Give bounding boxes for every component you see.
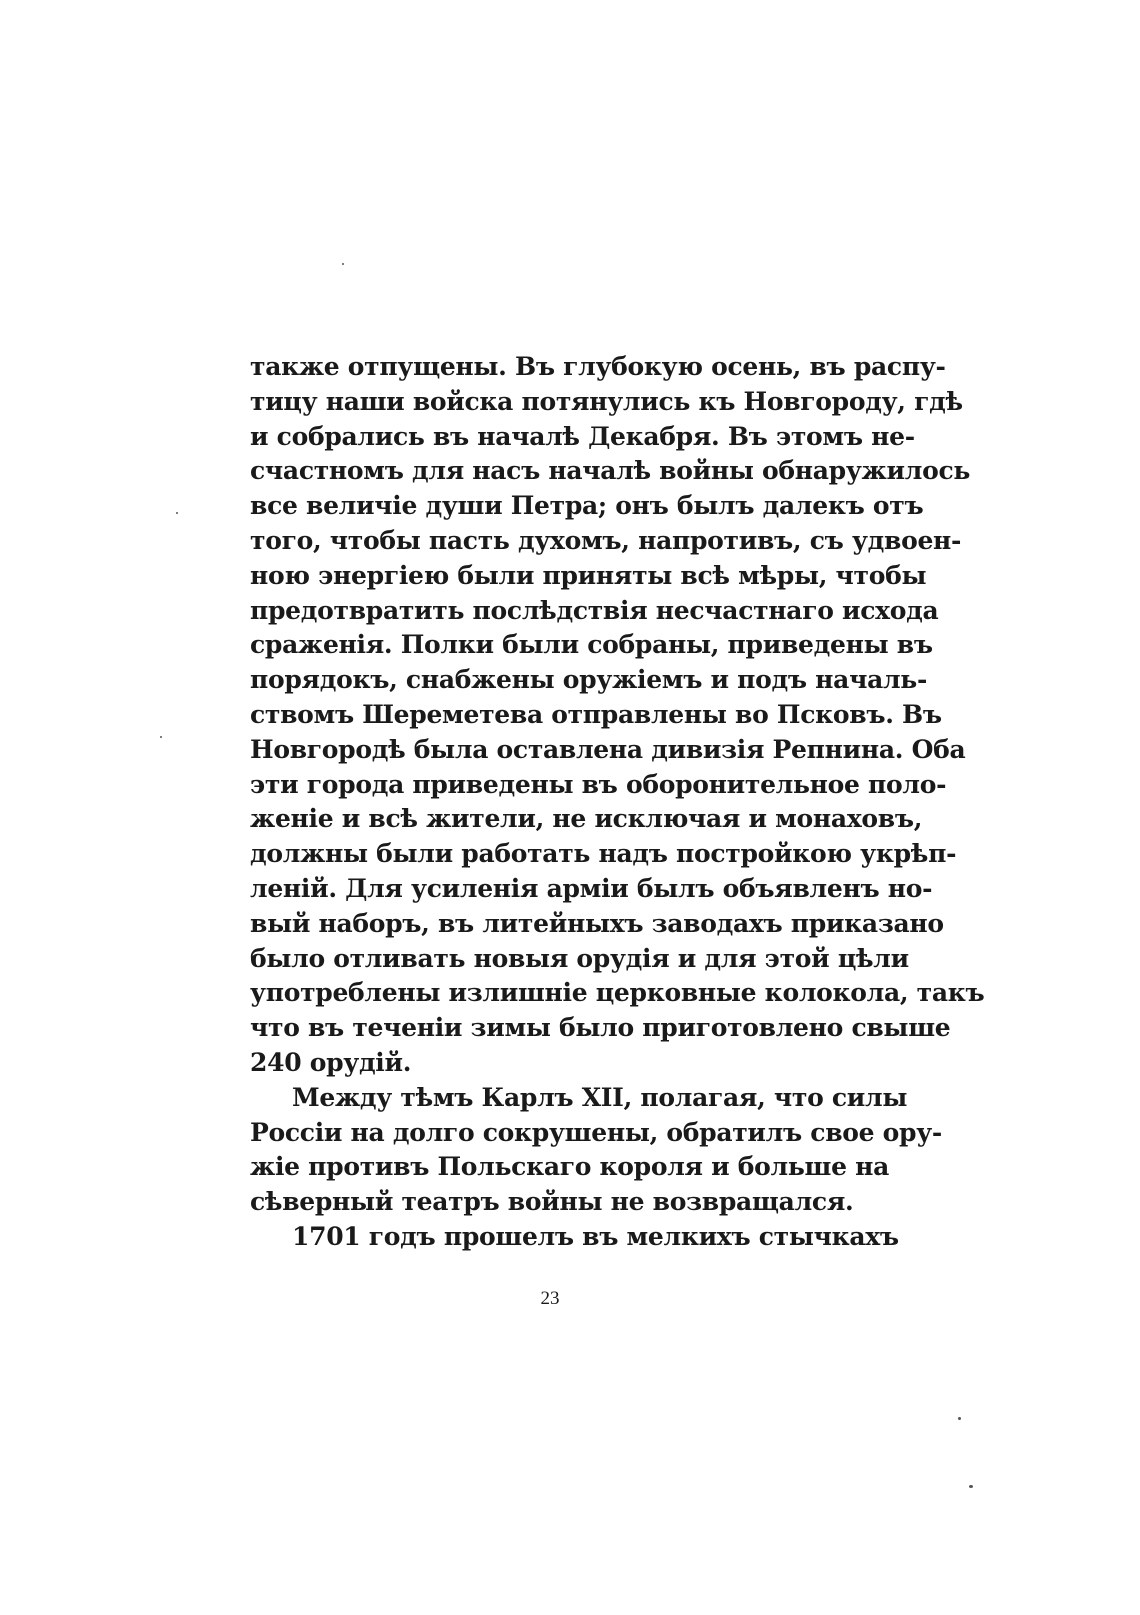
text-line: предотвратить послѣдствія несчастнаго исхода <box>250 595 939 625</box>
text-line: 240 орудій. <box>250 1047 412 1077</box>
text-line: и собрались въ началѣ Декабря. Въ этомъ не- <box>250 421 915 451</box>
text-line: сѣверный театръ войны не возвращался. <box>250 1187 854 1217</box>
text-line: также отпущены. Въ глубокую осень, въ распу- <box>250 352 946 381</box>
paragraph-start-line: 1701 годъ прошелъ въ мелкихъ стычкахъ <box>292 1221 899 1251</box>
text-line: того, чтобы пасть духомъ, напротивъ, съ удвоен- <box>250 525 962 555</box>
text-line: было отливать новыя орудія и для этой цѣли <box>250 943 909 973</box>
scan-speck <box>969 1485 973 1488</box>
text-line: должны были работать надъ постройкою укрѣп- <box>250 839 957 869</box>
text-line: что въ теченіи зимы было приготовлено свыше <box>250 1013 951 1043</box>
text-line: Россіи на долго сокрушены, обратилъ свое ору- <box>250 1117 942 1147</box>
text-line: порядокъ, снабжены оружіемъ и подъ началь- <box>250 665 928 695</box>
text-line: счастномъ для насъ началѣ войны обнаружилось <box>250 456 971 486</box>
scan-speck <box>176 512 178 514</box>
scan-speck <box>160 736 162 738</box>
text-line: женіе и всѣ жители, не исключая и монаховъ, <box>250 804 923 834</box>
text-line: вый наборъ, въ литейныхъ заводахъ приказано <box>250 908 944 938</box>
text-line: сраженія. Полки были собраны, приведены въ <box>250 630 933 660</box>
text-line: ствомъ Шереметева отправлены во Псковъ. Въ <box>250 699 942 729</box>
scan-speck <box>958 1417 961 1420</box>
text-line: ною энергіею были приняты всѣ мѣры, чтобы <box>250 560 927 590</box>
body-text <box>250 350 985 1255</box>
text-line: эти города приведены въ оборонительное поло- <box>250 769 947 799</box>
text-line: все величіе души Петра; онъ былъ далекъ отъ <box>250 491 924 521</box>
text-line: употреблены излишніе церковные колокола, такъ <box>250 978 985 1008</box>
scan-speck <box>342 263 344 265</box>
text-line: жіе противъ Польскаго короля и больше на <box>250 1152 889 1182</box>
page-number: 23 <box>540 1288 560 1309</box>
text-line: тицу наши войска потянулись къ Новгороду, гдѣ <box>250 386 963 416</box>
text-line: Новгородѣ была оставлена дивизія Репнина. Оба <box>250 734 966 764</box>
paragraph-start-line: Между тѣмъ Карлъ XII, полагая, что силы <box>292 1082 908 1112</box>
text-line: леній. Для усиленія арміи былъ объявленъ но- <box>250 873 933 903</box>
